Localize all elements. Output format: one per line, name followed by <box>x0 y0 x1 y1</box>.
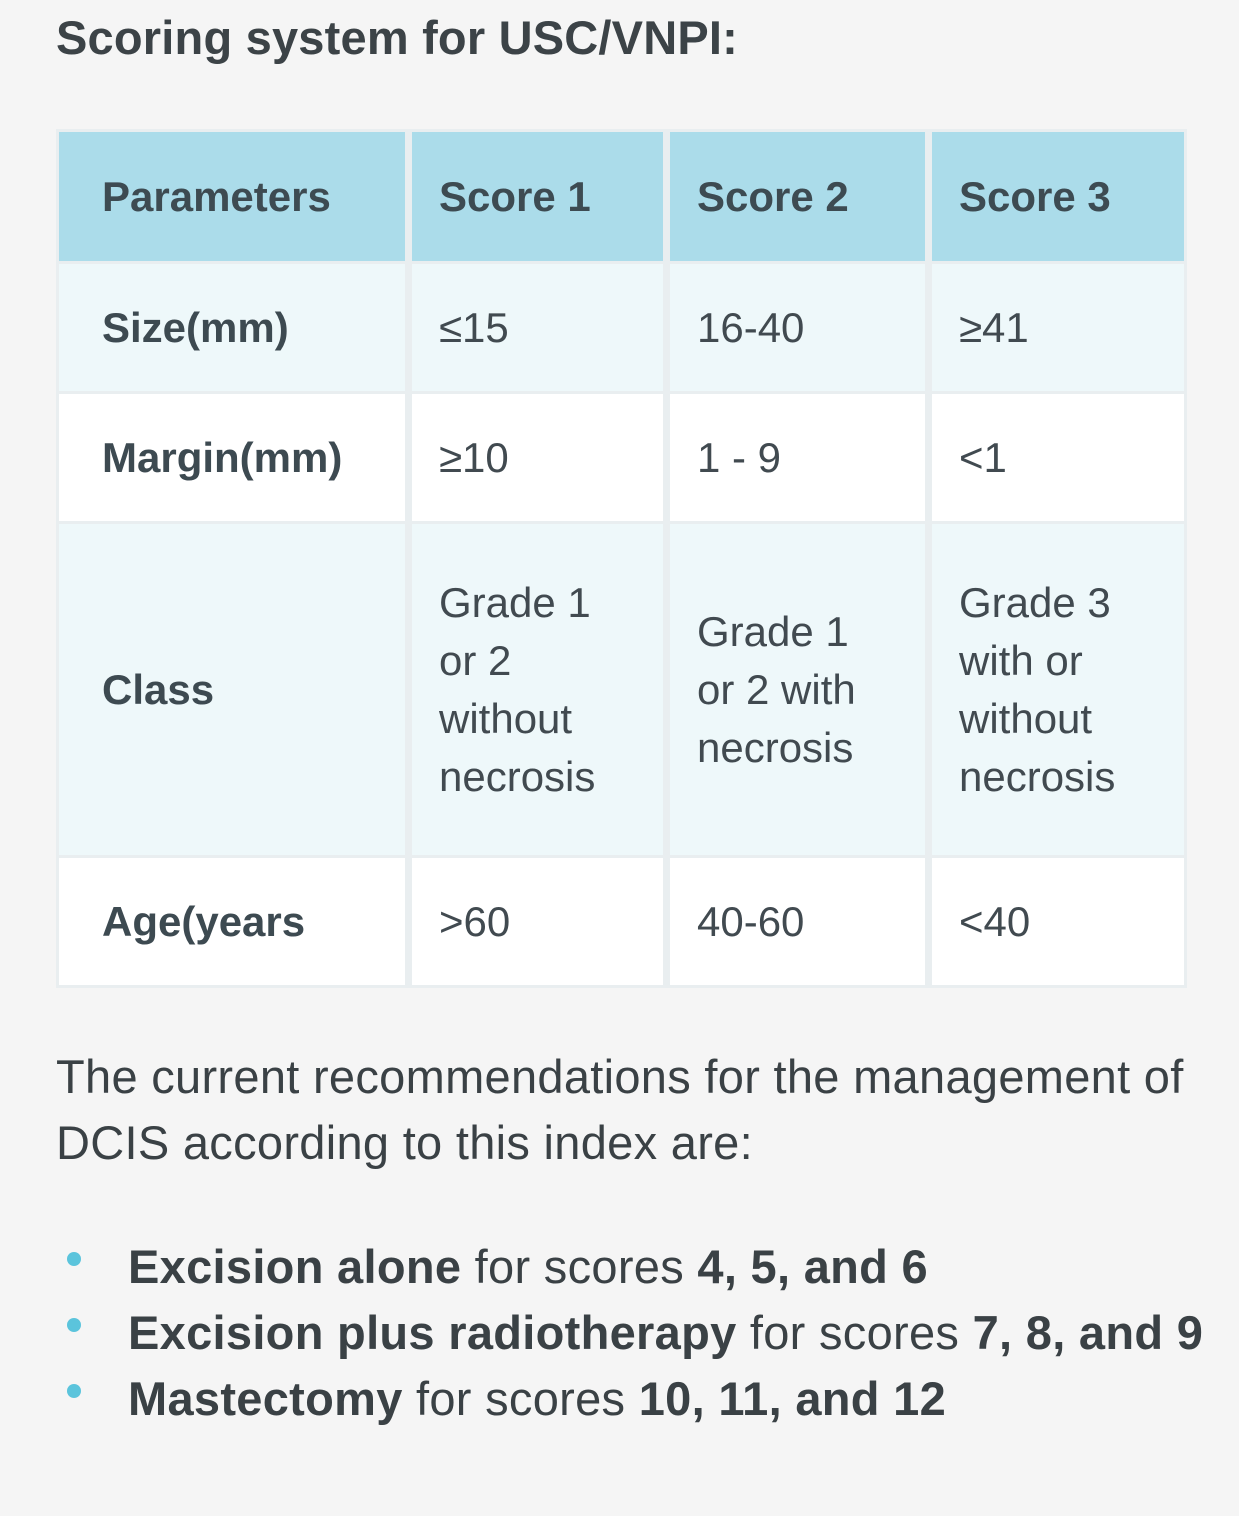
row-parameter: Class <box>58 523 409 857</box>
header-score-1: Score 1 <box>409 131 667 263</box>
bullet-icon <box>67 1318 81 1332</box>
list-item <box>56 1300 1206 1366</box>
row-parameter: Age(years <box>58 857 409 987</box>
recommendations-list <box>56 1234 1206 1432</box>
row-parameter: Margin(mm) <box>58 393 409 523</box>
score-3-cell: Grade 3 with or without necrosis <box>929 523 1186 857</box>
score-2-cell: Grade 1 or 2 with necrosis <box>667 523 929 857</box>
score-3-cell: <1 <box>929 393 1186 523</box>
header-score-2: Score 2 <box>667 131 929 263</box>
treatment-scores: 7, 8, and 9 <box>972 1306 1204 1359</box>
score-2-cell: 16-40 <box>667 263 929 393</box>
score-2-cell: 40-60 <box>667 857 929 987</box>
table-row <box>58 263 1186 393</box>
header-score-3: Score 3 <box>929 131 1186 263</box>
score-1-cell: ≤15 <box>409 263 667 393</box>
section-heading: Scoring system for USC/VNPI: <box>56 11 739 64</box>
table-row <box>58 523 1186 857</box>
treatment-connector: for scores <box>402 1372 639 1425</box>
score-1-cell: >60 <box>409 857 667 987</box>
treatment-name: Mastectomy <box>128 1372 403 1425</box>
score-1-cell: Grade 1 or 2 without necrosis <box>409 523 667 857</box>
score-2-cell: 1 - 9 <box>667 393 929 523</box>
treatment-name: Excision plus radiotherapy <box>128 1306 737 1359</box>
bullet-icon <box>67 1384 81 1398</box>
treatment-connector: for scores <box>736 1306 973 1359</box>
treatment-connector: for scores <box>461 1240 698 1293</box>
list-item <box>56 1366 1206 1432</box>
score-3-cell: <40 <box>929 857 1186 987</box>
list-item <box>56 1234 1206 1300</box>
treatment-scores: 10, 11, and 12 <box>638 1372 947 1425</box>
treatment-name: Excision alone <box>128 1240 462 1293</box>
treatment-scores: 4, 5, and 6 <box>697 1240 928 1293</box>
table-row <box>58 393 1186 523</box>
header-parameters: Parameters <box>58 131 409 263</box>
score-3-cell: ≥41 <box>929 263 1186 393</box>
table-row <box>58 857 1186 987</box>
row-parameter: Size(mm) <box>58 263 409 393</box>
scoring-table <box>56 129 1187 988</box>
bullet-icon <box>67 1252 81 1266</box>
table-header-row <box>58 131 1186 263</box>
score-1-cell: ≥10 <box>409 393 667 523</box>
recommendations-intro: The current recommendations for the management of DCIS according to this index are: <box>56 1050 1184 1169</box>
